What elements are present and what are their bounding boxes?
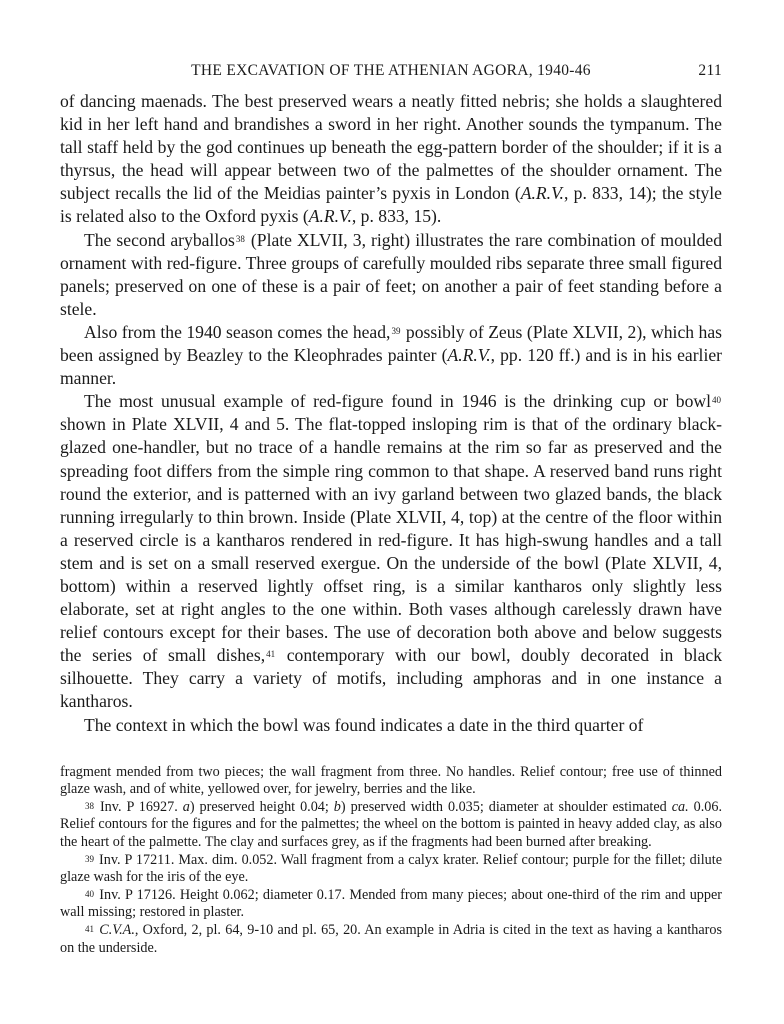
text-run: (Plate XLVII, 3, right) illustrates the rare combination of moulded ornament with red-figure. Three groups of carefully moulded ribs separate three small figured panels; preserved on one of these is a pair of feet; on another a pair of feet standing before a stele.	[60, 229, 722, 319]
abbrev-cva: C.V.A.	[99, 921, 135, 938]
text-run: The most unusual example of red-figure found in 1946 is the drinking cup or bowl	[84, 391, 711, 412]
text-run: possibly of Zeus (Plate XLVII, 2), which has been assigned by Beazley to the Kleophrades painter (	[60, 321, 722, 366]
text-run: , Oxford, 2, pl. 64, 9-10 and pl. 65, 20. An example in Adria is cited in the text as having a kantharos on the underside.	[60, 921, 722, 956]
text-run: Inv. P 17126. Height 0.062; diameter 0.17. Mended from many pieces; about one-third of the rim and upper wall missing; restored in plaster.	[60, 886, 722, 921]
text-run: Inv. P 17211. Max. dim. 0.052. Wall fragment from a calyx krater. Relief contour; purple for the fillet; dilute glaze wash for the iris of the eye.	[60, 851, 722, 886]
running-head	[60, 62, 722, 80]
text-run: fragment mended from two pieces; the wall fragment from three. No handles. Relief contour; free use of thinned glaze wash, and of white, yellowed over, for jewelry, berries and the like.	[60, 763, 722, 798]
footnotes	[60, 764, 722, 958]
footnote-number: 40	[85, 888, 94, 899]
text-run: ) preserved width 0.035; diameter at shoulder estimated	[340, 798, 672, 815]
abbrev-arv: A.R.V.	[520, 183, 564, 204]
text-run: , p. 833, 14); the style is related also to the Oxford pyxis (	[60, 183, 722, 227]
footnote-ref: 41	[266, 649, 276, 660]
paragraph	[60, 714, 722, 737]
text-run: , p. 833, 15).	[351, 206, 442, 227]
footnote-number: 39	[85, 853, 94, 864]
paragraph	[60, 90, 722, 229]
footnote-number: 41	[85, 923, 94, 934]
abbrev-arv: A.R.V.	[308, 206, 352, 227]
text-run: , pp. 120 ff.) and is in his earlier manner.	[60, 345, 722, 389]
paragraph	[60, 390, 722, 713]
italic-run: ca.	[671, 798, 689, 815]
italic-run: b	[333, 798, 341, 815]
page-number: 211	[698, 62, 722, 79]
footnote-ref: 38	[235, 233, 245, 244]
footnote	[60, 799, 722, 852]
text-run: The context in which the bowl was found indicates a date in the third quarter of	[84, 714, 644, 735]
footnote	[60, 887, 722, 922]
footnote-number: 38	[85, 800, 94, 811]
paragraph	[60, 321, 722, 390]
text-run: 0.06. Relief contours for the figures and for the palmettes; the wheel on the bottom is painted in heavy added clay, as also the heart of the palmette. The clay and surfaces grey, as if the fragments had been burned after breaking.	[60, 798, 722, 850]
footnote	[60, 922, 722, 957]
text-run: of dancing maenads. The best preserved wears a neatly fitted nebris; she holds a slaughtered kid in her left hand and brandishes a sword in her right. Another sounds the tympanum. The tall staff held by the god continues up beneath the egg-pattern border of the shoulder; if it is a thyrsus, the head will appear between two of the palmettes of the shoulder ornament. The subject recalls the lid of the Meidias painter’s pyxis in London (	[60, 91, 722, 204]
text-run: contemporary with our bowl, doubly decorated in black silhouette. They carry a variety of motifs, including amphoras and in one instance a kantharos.	[60, 645, 722, 712]
footnote-ref: 39	[391, 325, 401, 336]
abbrev-arv: A.R.V.	[447, 345, 491, 366]
paragraph	[60, 229, 722, 321]
text-run: shown in Plate XLVII, 4 and 5. The flat-topped insloping rim is that of the ordinary black-glazed one-handler, but no trace of a handle remains at the rim so far as preserved and the spreading foot differs from the simple ring common to that shape. A reserved band runs right round the exterior, and is patterned with an ivy garland between two glazed bands, the black running irregularly to thin brown. Inside (Plate XLVII, 4, top) at the centre of the floor within a reserved circle is a kantharos rendered in red-figure. It has high-swung handles and a tall stem and is set on a small reserved exergue. On the underside of the bowl (Plate XLVII, 4, bottom) within a reserved lightly offset ring, is a similar kantharos only slightly less elaborate, set at right angles to the one within. Both vases although carelessly drawn have relief contours except for their bases. The use of decoration both above and below suggests the series of small dishes,	[60, 414, 722, 666]
text-run: ) preserved height 0.04;	[189, 798, 334, 815]
text-run: Also from the 1940 season comes the head,	[84, 321, 391, 342]
text-run: The second aryballos	[84, 229, 235, 250]
footnote	[60, 852, 722, 887]
footnote	[60, 764, 722, 799]
body-text	[60, 90, 722, 737]
running-title: THE EXCAVATION OF THE ATHENIAN AGORA, 1940-46	[191, 62, 591, 79]
text-run: Inv. P 16927.	[95, 798, 183, 815]
italic-run: a	[182, 798, 190, 815]
footnote-ref: 40	[712, 395, 721, 406]
